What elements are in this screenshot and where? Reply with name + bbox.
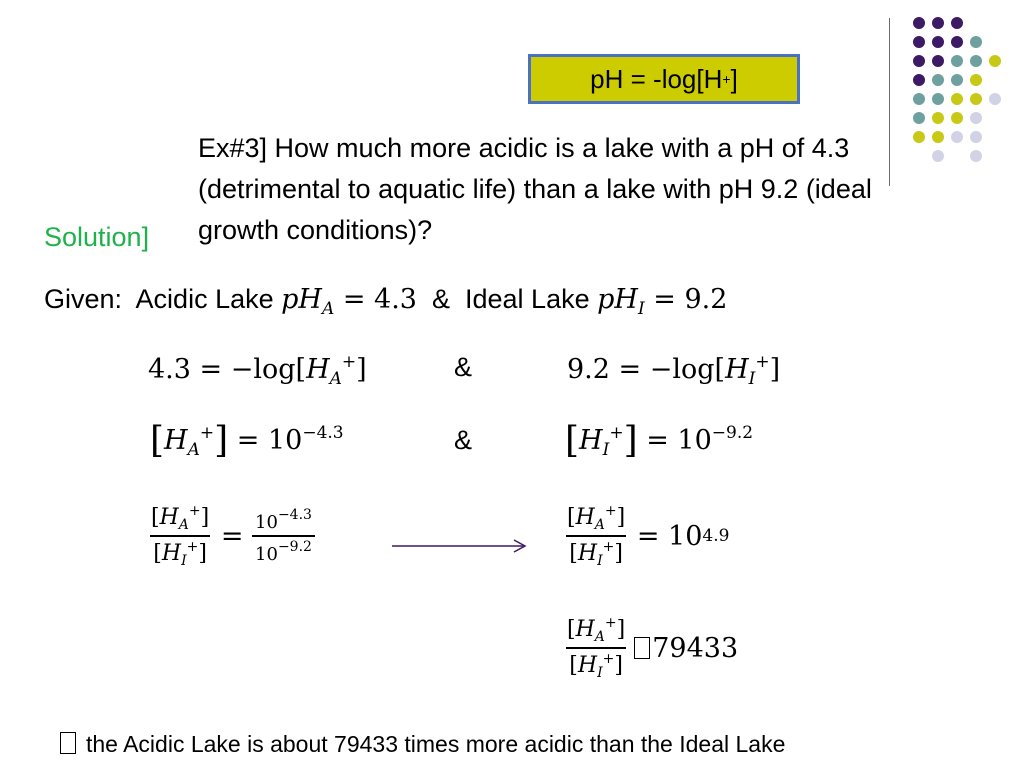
dot-decoration xyxy=(970,36,982,48)
bracket-open: [ xyxy=(151,505,160,530)
missing-glyph-icon xyxy=(634,637,650,659)
conclusion-text: the Acidic Lake is about 79433 times more acidic than the Ideal Lake xyxy=(86,731,786,757)
dot-decoration xyxy=(913,74,925,86)
denominator xyxy=(252,535,315,565)
conclusion-line xyxy=(60,731,785,758)
bracket-open: [ xyxy=(569,653,578,678)
exponent: 4.9 xyxy=(702,526,730,546)
formula-box xyxy=(528,54,800,104)
ratio-result-value xyxy=(564,615,738,681)
var-h: H xyxy=(159,505,179,530)
dot-decoration xyxy=(970,74,982,86)
equation-ideal-conc xyxy=(565,420,753,461)
exponent: −9.2 xyxy=(277,539,312,555)
equation-ideal-log xyxy=(567,352,780,389)
formula-text: pH = -log[H xyxy=(590,63,723,94)
ideal-ph-var: pH xyxy=(597,284,638,315)
bracket-close: ] xyxy=(614,653,623,678)
acidic-ph-value: = 4.3 xyxy=(334,284,417,315)
bracket-open: [ xyxy=(569,541,578,566)
sub-a: A xyxy=(594,629,605,645)
sup-plus: + xyxy=(188,503,201,519)
acidic-ph-var: pH xyxy=(281,284,322,315)
bracket-open: [ xyxy=(153,541,162,566)
equals: = xyxy=(628,520,669,552)
equation-acidic-conc xyxy=(150,420,344,461)
sup-plus: + xyxy=(604,615,617,631)
dot-decoration xyxy=(970,131,982,143)
ratio-fraction xyxy=(148,503,212,569)
dot-decoration xyxy=(989,55,1001,67)
base-ten: 10 xyxy=(668,520,703,552)
ampersand: & xyxy=(454,425,473,455)
ampersand: & xyxy=(454,352,473,382)
numerator xyxy=(564,503,628,535)
result-value: 79433 xyxy=(652,632,739,664)
dot-decoration xyxy=(913,131,925,143)
numerator xyxy=(148,503,212,535)
denominator xyxy=(566,535,626,569)
dot-decoration xyxy=(970,112,982,124)
sup-plus: + xyxy=(755,352,770,372)
sup-plus: + xyxy=(609,423,624,443)
dot-decoration xyxy=(951,131,963,143)
bracket-close: ] xyxy=(769,354,781,385)
base-ten: 10 xyxy=(255,544,278,565)
eq-text: 9.2 = −log[ xyxy=(567,354,726,385)
sub-a: A xyxy=(187,440,200,460)
var-h: H xyxy=(161,541,182,566)
bracket-close: ] xyxy=(623,420,638,461)
eq-text: 4.3 = −log[ xyxy=(148,354,307,385)
dot-decoration xyxy=(951,17,963,29)
bracket-close: ] xyxy=(616,505,626,530)
dot-decoration xyxy=(932,112,944,124)
dot-decoration xyxy=(951,36,963,48)
bracket-open: [ xyxy=(567,505,576,530)
numerator xyxy=(564,615,628,647)
base-ten: 10 xyxy=(267,425,303,456)
var-h: H xyxy=(575,617,595,642)
dot-decoration xyxy=(913,17,925,29)
dot-decoration xyxy=(932,55,944,67)
ratio-fraction xyxy=(564,615,628,681)
numerator xyxy=(252,507,315,535)
dot-decoration xyxy=(951,112,963,124)
sup-plus: + xyxy=(604,503,617,519)
bracket-open: [ xyxy=(565,420,580,461)
bracket-open: [ xyxy=(567,617,576,642)
sub-a: A xyxy=(329,369,342,389)
bracket-close: ] xyxy=(200,505,210,530)
bracket-close: ] xyxy=(214,420,229,461)
var-h: H xyxy=(725,354,749,385)
sup-plus: + xyxy=(602,539,615,555)
sub-a: A xyxy=(178,517,189,533)
ideal-ph-value: = 9.2 xyxy=(644,284,728,315)
var-h: H xyxy=(579,425,603,456)
acidic-ph-sub: A xyxy=(321,299,335,319)
var-h: H xyxy=(577,653,598,678)
var-h: H xyxy=(575,505,595,530)
dot-decoration xyxy=(951,93,963,105)
sup-plus: + xyxy=(341,352,357,372)
dot-decoration xyxy=(932,17,944,29)
dot-decoration xyxy=(970,55,982,67)
sup-plus: + xyxy=(199,423,215,443)
sub-i: I xyxy=(602,440,610,460)
bracket-close: ] xyxy=(614,541,623,566)
sup-plus: + xyxy=(186,539,199,555)
dot-decoration xyxy=(970,93,982,105)
solution-label: Solution] xyxy=(44,222,150,252)
sup-plus: + xyxy=(602,651,615,667)
equals: = xyxy=(637,425,678,456)
bracket-close: ] xyxy=(356,354,367,385)
ratio-equation xyxy=(148,503,315,569)
right-arrow-icon xyxy=(390,536,530,556)
missing-glyph-icon xyxy=(60,732,76,754)
dot-decoration xyxy=(932,131,944,143)
equals: = xyxy=(228,425,268,456)
sub-i: I xyxy=(181,553,187,569)
bracket-close: ] xyxy=(616,617,626,642)
dot-decoration xyxy=(932,93,944,105)
ideal-ph-sub: I xyxy=(637,299,645,319)
var-h: H xyxy=(577,541,598,566)
sub-i: I xyxy=(597,553,603,569)
exponent: −9.2 xyxy=(711,423,754,443)
given-mid: & Ideal Lake xyxy=(416,284,598,314)
formula-superscript: + xyxy=(722,71,731,87)
dot-decoration xyxy=(970,150,982,162)
sub-i: I xyxy=(597,665,603,681)
var-h: H xyxy=(306,354,330,385)
bracket-open: [ xyxy=(150,420,165,461)
dot-decoration xyxy=(913,55,925,67)
denominator xyxy=(566,647,626,681)
formula-close: ] xyxy=(730,63,738,94)
given-prefix: Given: Acidic Lake xyxy=(44,284,282,314)
ratio-fraction xyxy=(564,503,628,569)
bracket-close: ] xyxy=(198,541,207,566)
dot-decoration xyxy=(932,36,944,48)
denominator xyxy=(150,535,210,569)
dot-decoration xyxy=(913,112,925,124)
dot-decoration xyxy=(913,36,925,48)
question-text: Ex#3] How much more acidic is a lake with a pH of 4.3 (detrimental to aquatic life) than a lake with pH 9.2 (ideal growth conditions)? xyxy=(198,133,872,245)
dot-decoration xyxy=(989,93,1001,105)
dot-decoration xyxy=(951,74,963,86)
exponent: −4.3 xyxy=(277,507,312,523)
given-line xyxy=(44,284,727,319)
dot-decoration xyxy=(913,93,925,105)
dot-decoration xyxy=(951,55,963,67)
dot-decoration xyxy=(932,74,944,86)
power-fraction xyxy=(252,507,315,565)
dot-decoration xyxy=(932,150,944,162)
exponent: −4.3 xyxy=(302,423,344,443)
var-h: H xyxy=(164,425,188,456)
equals: = xyxy=(212,520,253,552)
ratio-result-power xyxy=(564,503,729,569)
sub-a: A xyxy=(594,517,605,533)
base-ten: 10 xyxy=(255,512,278,533)
sub-i: I xyxy=(748,369,756,389)
equation-acidic-log xyxy=(148,352,367,389)
base-ten: 10 xyxy=(677,425,712,456)
